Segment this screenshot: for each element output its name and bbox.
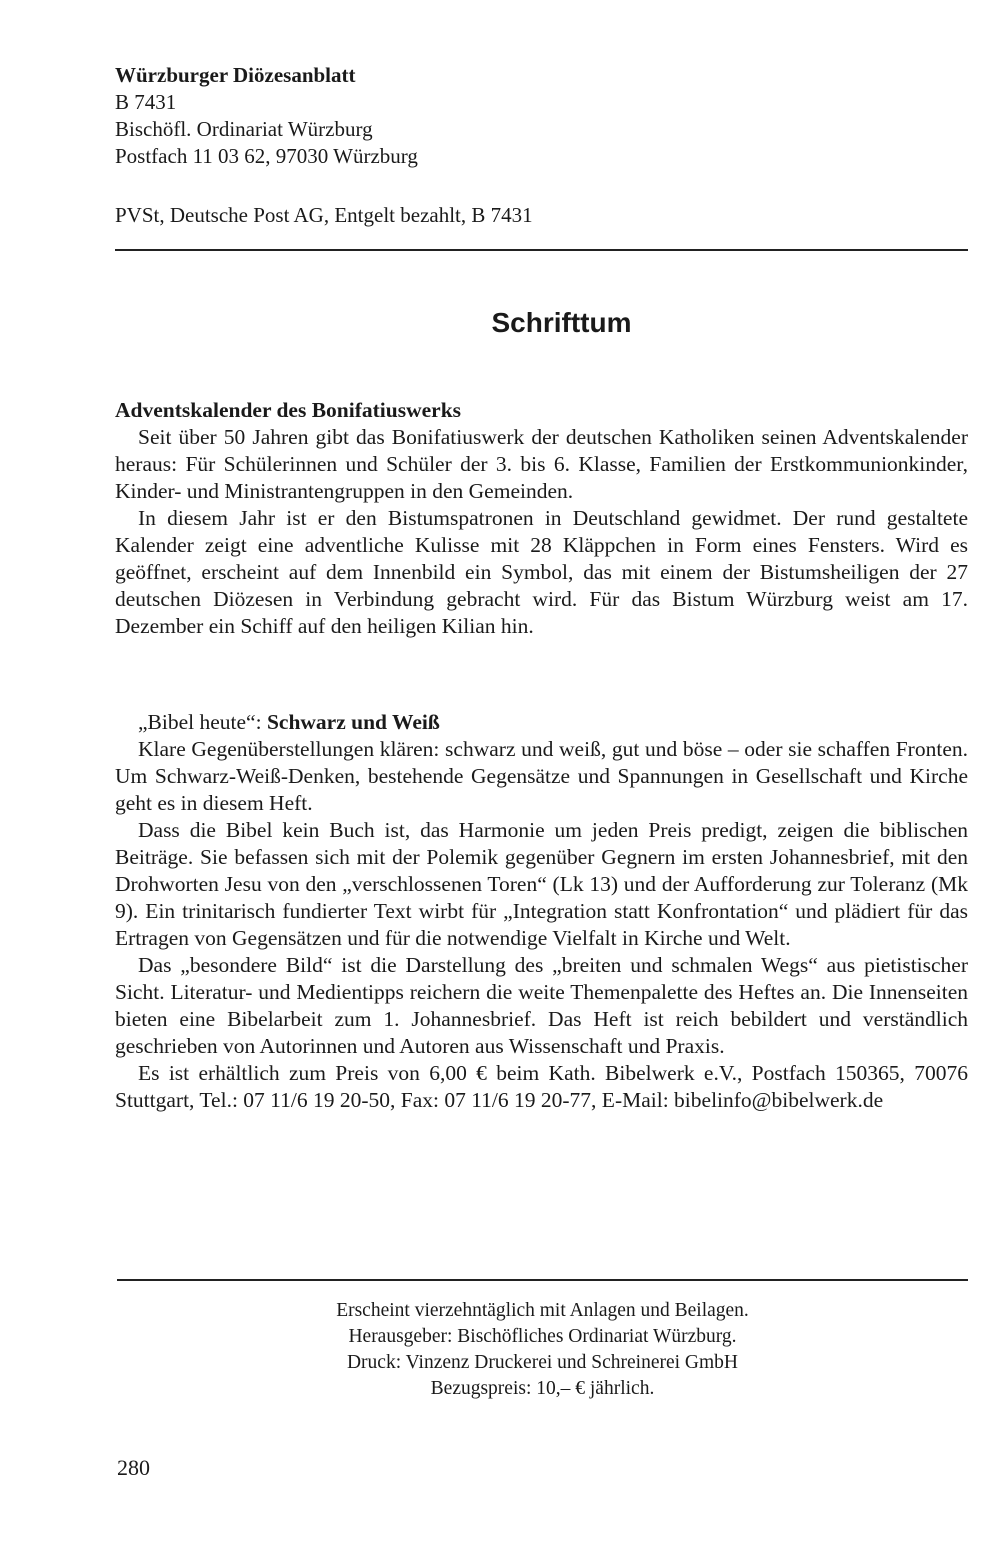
article-paragraph: Dass die Bibel kein Buch ist, das Harmonie um jeden Preis predigt, zeigen die biblischen Beiträge. Sie befassen sich mit der Polemik gegenüber Gegnern im ersten Johannesbrief, mit den Drohworten Jesu von den „verschlossenen Toren“ (Lk 13) und der Aufforderung zur Toleranz (Mk 9). Ein trinitarisch fundierter Text wirbt für „Integration statt Konfrontation“ und plädiert für das Ertragen von Gegensätzen und für die notwendige Vielfalt in Kirche und Welt. bbox=[115, 818, 968, 950]
article-paragraph: In diesem Jahr ist er den Bistumspatronen in Deutschland gewidmet. Der rund gestaltete Kalender zeigt eine adventliche Kulisse mit 28 Kläppchen in Form eines Fensters. Wird es geöffnet, erscheint auf dem Innenbild ein Symbol, das mit einem der Bistumsheiligen der 27 deutschen Diözesen in Verbindung gebracht wird. Für das Bistum Würzburg weist am 17. Dezember ein Schiff auf den heiligen Kilian hin. bbox=[115, 506, 968, 638]
imprint-line: Erscheint vierzehntäglich mit Anlagen und Beilagen. bbox=[336, 1300, 749, 1321]
imprint-line: Herausgeber: Bischöfliches Ordinariat Würzburg. bbox=[348, 1326, 737, 1347]
article-paragraph: Es ist erhältlich zum Preis von 6,00 € beim Kath. Bibelwerk e.V., Postfach 150365, 70076 Stuttgart, Tel.: 07 11/6 19 20-50, Fax: 07 11/6 19 20-77, E-Mail: bibelinfo@bibelwerk.de bbox=[115, 1061, 968, 1112]
article-bibel-heute bbox=[115, 709, 968, 1114]
article-advent-calendar bbox=[115, 397, 968, 640]
top-divider bbox=[115, 249, 968, 251]
publisher-office: Bischöfl. Ordinariat Würzburg bbox=[115, 117, 373, 141]
publication-code: B 7431 bbox=[115, 90, 177, 114]
heading-prefix: „Bibel heute“: bbox=[138, 710, 267, 734]
address-block bbox=[115, 62, 418, 170]
imprint-block bbox=[117, 1298, 968, 1402]
article-heading bbox=[115, 709, 968, 736]
postal-address: Postfach 11 03 62, 97030 Würzburg bbox=[115, 144, 418, 168]
section-title: Schrifttum bbox=[491, 307, 632, 338]
heading-title: Schwarz und Weiß bbox=[266, 710, 440, 734]
bottom-divider bbox=[117, 1279, 968, 1281]
page-number: 280 bbox=[117, 1455, 150, 1480]
imprint-line: Druck: Vinzenz Druckerei und Schreinerei GmbH bbox=[346, 1352, 739, 1373]
article-paragraph: Seit über 50 Jahren gibt das Bonifatiuswerk der deutschen Katholiken seinen Adventskalender heraus: Für Schülerinnen und Schüler der 3. bis 6. Klasse, Familien der Erstkommunionkinder, Kinder- und Ministrantengruppen in den Gemeinden. bbox=[115, 425, 968, 503]
article-heading: Adventskalender des Bonifatiuswerks bbox=[115, 398, 462, 422]
postage-note: PVSt, Deutsche Post AG, Entgelt bezahlt, B 7431 bbox=[115, 203, 533, 227]
article-paragraph: Klare Gegenüberstellungen klären: schwarz und weiß, gut und böse – oder sie schaffen Fronten. Um Schwarz-Weiß-Denken, bestehende Gegensätze und Spannungen in Gesellschaft und Kirche geht es in diesem Heft. bbox=[115, 737, 968, 815]
publication-name: Würzburger Diözesanblatt bbox=[115, 63, 356, 87]
article-paragraph: Das „besondere Bild“ ist die Darstellung des „breiten und schmalen Wegs“ aus pietistischer Sicht. Literatur- und Medientipps reichern die weite Themenpalette des Heftes an. Die Innenseiten bieten eine Bibelarbeit zum 1. Johannesbrief. Das Heft ist reich bebildert und verständlich geschrieben von Autorinnen und Autoren aus Wissenschaft und Praxis. bbox=[115, 953, 968, 1058]
imprint-line: Bezugspreis: 10,– € jährlich. bbox=[430, 1378, 655, 1399]
